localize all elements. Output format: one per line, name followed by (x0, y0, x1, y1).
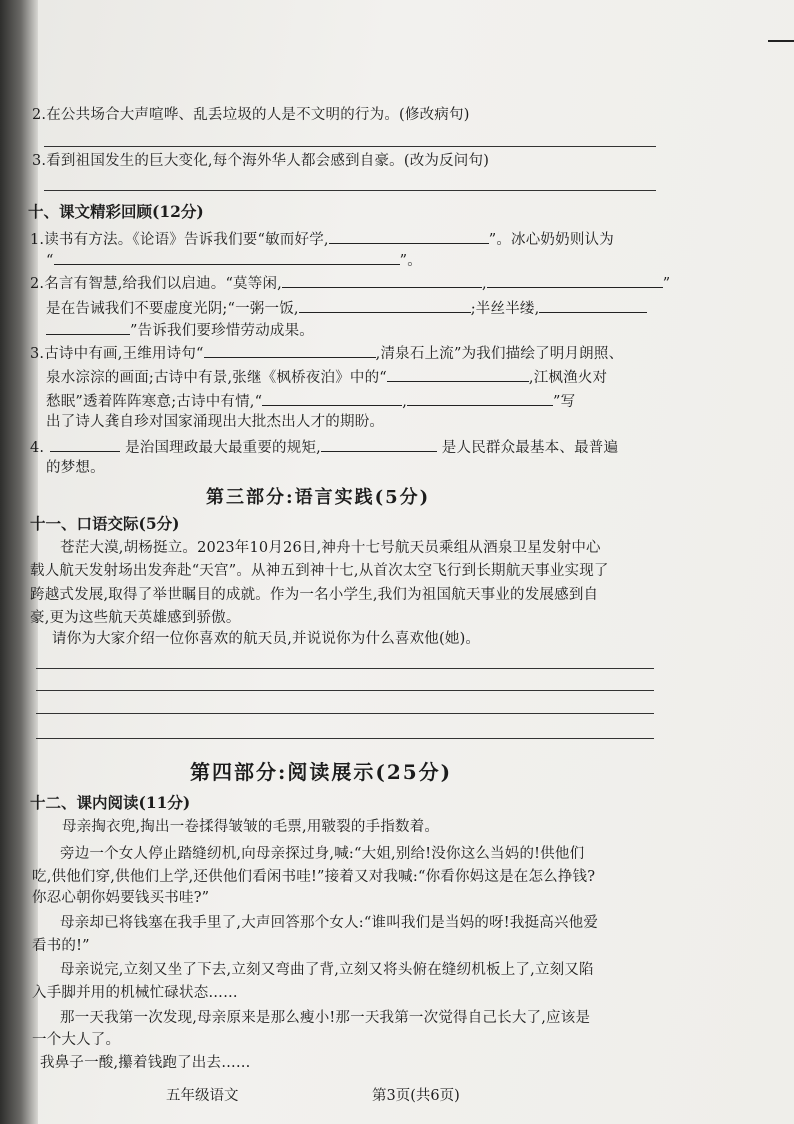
fill-blank[interactable] (204, 343, 376, 358)
reading-line: 旁边一个女人停止踏缝纫机,向母亲探过身,喊:“大姐,别给!没你这么当妈的!供他们 (60, 846, 585, 862)
reading-line: 母亲说完,立刻又坐了下去,立刻又弯曲了背,立刻又将头俯在缝纫机板上了,立刻又陷 (60, 962, 594, 978)
fill-blank[interactable] (329, 229, 489, 244)
answer-line[interactable] (36, 738, 654, 739)
sec11-task: 请你为大家介绍一位你喜欢的航天员,并说说你为什么喜欢他(她)。 (52, 631, 481, 647)
fill-blank[interactable] (50, 437, 120, 452)
sec10-q3-line1: 3.古诗中有画,王维用诗句“ ,清泉石上流”为我们描绘了明月朗照、 (30, 343, 623, 363)
rewrite-q2: 2.在公共场合大声喧哗、乱丢垃圾的人是不文明的行为。(修改病句) (32, 107, 470, 123)
reading-line: 我鼻子一酸,攥着钱跑了出去…… (40, 1055, 251, 1071)
reading-line: 一个大人了。 (32, 1032, 121, 1048)
sec10-q2-line1: 2.名言有智慧,给我们以启迪。“莫等闲, , ” (30, 273, 670, 293)
sec10-q4-line1: 4. 是治国理政最大最重要的规矩, 是人民群众最基本、最普遍 (30, 437, 618, 457)
fill-blank[interactable] (282, 273, 482, 288)
fill-blank[interactable] (387, 367, 529, 382)
reading-line: 母亲掏衣兜,掏出一卷揉得皱皱的毛票,用皲裂的手指数着。 (62, 819, 440, 835)
reading-line: 看书的!” (32, 938, 90, 954)
sec10-q3-line4: 出了诗人龚自珍对国家涌现出大批杰出人才的期盼。 (46, 414, 385, 430)
rewrite-q3: 3.看到祖国发生的巨大变化,每个海外华人都会感到自豪。(改为反问句) (32, 153, 490, 169)
reading-line: 你忍心朝你妈要钱买书哇?” (32, 890, 210, 906)
sec10-q3-line2: 泉水淙淙的画面;古诗中有景,张继《枫桥夜泊》中的“ ,江枫渔火对 (46, 367, 607, 387)
reading-line: 母亲却已将钱塞在我手里了,大声回答那个女人:“谁叫我们是当妈的呀!我挺高兴他爱 (60, 915, 599, 931)
sec11-para-line: 跨越式发展,取得了举世瞩目的成就。作为一名小学生,我们为祖国航天事业的发展感到自 (30, 587, 599, 603)
sec11-para-line: 豪,更为这些航天英雄感到骄傲。 (30, 610, 241, 626)
fill-blank[interactable] (46, 320, 130, 335)
footer-page-number: 第3页(共6页) (372, 1088, 460, 1104)
sec10-q3-line3: 愁眠”透着阵阵寒意;古诗中有情,“ , ”写 (46, 391, 575, 411)
sec10-q1-line2: “ ”。 (46, 250, 422, 270)
section-11-title: 十一、口语交际(5分) (30, 514, 180, 533)
reading-line: 入手脚并用的机械忙碌状态…… (32, 985, 238, 1001)
reading-line: 那一天我第一次发现,母亲原来是那么瘦小!那一天我第一次觉得自己长大了,应该是 (60, 1010, 591, 1026)
answer-line[interactable] (36, 713, 654, 714)
fill-blank[interactable] (407, 391, 553, 406)
sec10-q1-line1: 1.读书有方法。《论语》告诉我们要“敏而好学, ”。冰心奶奶则认为 (30, 229, 614, 249)
sec10-q2-line3: ”告诉我们要珍惜劳动成果。 (46, 320, 314, 340)
part-3-title: 第三部分:语言实践(5分) (206, 487, 431, 508)
answer-line[interactable] (44, 190, 656, 191)
answer-line[interactable] (36, 690, 654, 691)
fill-blank[interactable] (54, 250, 400, 265)
footer-subject: 五年级语文 (166, 1088, 239, 1104)
answer-line[interactable] (44, 146, 656, 147)
fill-blank[interactable] (487, 273, 663, 288)
sec11-para-line: 载人航天发射场出发奔赴“天宫”。从神五到神十七,从首次太空飞行到长期航天事业实现了 (30, 563, 609, 579)
sec11-para-line: 苍茫大漠,胡杨挺立。2023年10月26日,神舟十七号航天员乘组从酒泉卫星发射中心 (60, 540, 601, 556)
sec10-q4-line2: 的梦想。 (46, 460, 105, 476)
fill-blank[interactable] (321, 437, 437, 452)
fill-blank[interactable] (299, 298, 471, 313)
answer-line[interactable] (36, 668, 654, 669)
fill-blank[interactable] (262, 391, 402, 406)
section-10-title: 十、课文精彩回顾(12分) (28, 202, 204, 221)
sec10-q2-line2: 是在告诫我们不要虚度光阴;“一粥一饭, ;半丝半缕, (46, 298, 647, 318)
part-4-title: 第四部分:阅读展示(25分) (190, 760, 453, 784)
section-12-title: 十二、课内阅读(11分) (30, 793, 191, 812)
fill-blank[interactable] (539, 298, 647, 313)
corner-dash-mark (768, 40, 794, 42)
reading-line: 吃,供他们穿,供他们上学,还供他们看闲书哇!”接着又对我喊:“你看你妈这是在怎么挣钱? (32, 869, 596, 885)
